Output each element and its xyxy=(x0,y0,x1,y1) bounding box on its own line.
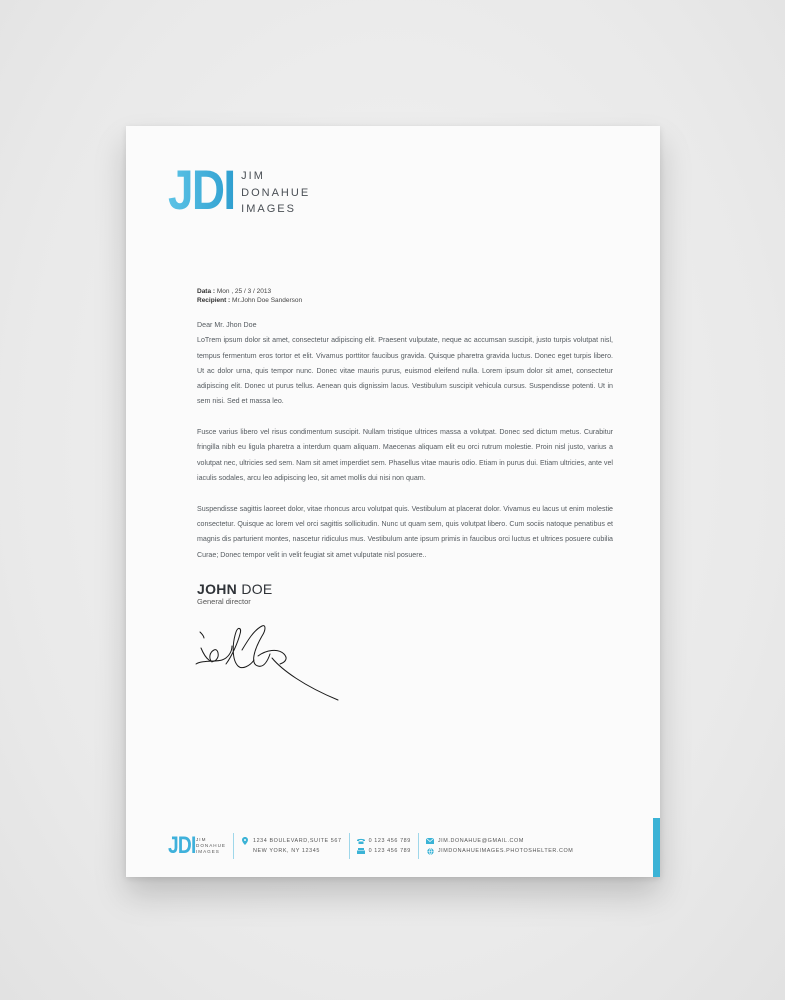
letter-body xyxy=(197,318,613,578)
recipient-line xyxy=(197,296,302,305)
footer-address xyxy=(241,836,342,856)
logo-word-jim: JIM xyxy=(241,170,265,182)
logo-word-donahue: DONAHUE xyxy=(241,186,311,199)
signer-name xyxy=(197,581,273,597)
paragraph-3: Suspendisse sagittis laoreet dolor, vitae rhoncus arcu volutpat quis. Vestibulum at placerat dolor. Vivamus eu lacus ut enim molestie consectetur. Quisque ac lorem vel orci sagittis sollicitudin. Nunc ut quam sem, quis volutpat libero. Cum sociis natoque penatibus et magnis dis parturient montes, nascetur ridiculus mus. Vestibulum ante ipsum primis in faucibus orci luctus et ultrices posuere cubilia Curae; Donec tempor velit in velit feugiat sit amet vulputate nisl posuere.. xyxy=(197,504,613,559)
signer-last-name: DOE xyxy=(241,581,273,597)
fax-number: 0 123 456 789 xyxy=(368,848,411,854)
recipient-label: Recipient : xyxy=(197,297,231,304)
date-label: Data : xyxy=(197,288,216,295)
footer-logo-word-donahue: DONAHUE xyxy=(196,842,226,848)
footer-divider xyxy=(349,833,350,859)
phone-number: 0 123 456 789 xyxy=(368,838,411,844)
logo-mark: JDI xyxy=(168,158,235,221)
website-url[interactable]: JIMDONAHUEIMAGES.PHOTOSHELTER.COM xyxy=(437,848,574,854)
email-address[interactable]: JIM.DONAHUE@GMAIL.COM xyxy=(437,838,524,844)
handwritten-signature xyxy=(192,620,342,702)
letterhead-page xyxy=(126,126,660,877)
footer-logo-word-images: IMAGES xyxy=(196,849,220,855)
footer-logo-word-jim: JIM xyxy=(196,836,207,842)
globe-icon xyxy=(426,848,435,855)
footer-divider xyxy=(418,833,419,859)
footer-web xyxy=(426,836,574,856)
paragraph-2: Fusce varius libero vel risus condimentum suscipit. Nullam tristique ultrices massa a volutpat. Donec sed dictum metus. Curabitur fringilla nibh eu ligula pharetra a interdum quam aliquam. Maecenas aliquam elit eu orci rutrum molestie. Proin nisl justo, varius a volutpat nec, ultricies sed sem. Nam sit amet imperdiet sem. Phasellus vitae mauris odio. Etiam in purus dui. Etiam ultricies, ante vel iaculis sodales, arcu leo adipiscing leo, sit amet mollis dui nisi non quam. xyxy=(197,428,613,483)
footer-divider xyxy=(233,833,234,859)
signer-first-name: JOHN xyxy=(197,581,238,597)
logo-wordmark xyxy=(241,168,310,218)
footer-phones xyxy=(357,836,411,856)
footer-logo-mark: JDI xyxy=(168,832,196,859)
letter-meta xyxy=(197,287,302,305)
accent-bar xyxy=(653,818,660,877)
fax-icon xyxy=(357,848,366,854)
letter-footer xyxy=(168,833,573,859)
date-value: Mon , 25 / 3 / 2013 xyxy=(216,288,272,295)
phone-icon xyxy=(357,838,366,844)
paragraph-1: LoTrem ipsum dolor sit amet, consectetur adipiscing elit. Praesent vulputate, neque ac accumsan suscipit, justo turpis volutpat nisl, tempus fermentum eros tortor et elit. Vivamus porttitor faucibus gravida. Quisque pharetra gravida luctus. Donec eget turpis libero. Ut ac dolor urna, quis tempor nunc. Donec vitae mauris purus, euismod eleifend nulla. Lorem ipsum dolor sit amet, consectetur adipiscing elit. Donec ut purus tellus. Aenean quis dignissim lacus. Vestibulum suscipit vehicula cursus. Suspendisse potenti. Ut in sem nisi. Sed et massa leo. xyxy=(197,336,613,406)
signer-title: General director xyxy=(197,597,251,606)
logo xyxy=(168,158,311,221)
date-line xyxy=(197,287,302,296)
recipient-value: Mr.John Doe Sanderson xyxy=(232,297,303,304)
greeting: Dear Mr. Jhon Doe xyxy=(197,321,257,329)
address-line-2: NEW YORK, NY 12345 xyxy=(252,848,320,854)
logo-word-images: IMAGES xyxy=(241,203,296,215)
location-pin-icon xyxy=(241,837,250,845)
address-line-1: 1234 BOULEVARD,SUITE 567 xyxy=(252,838,342,844)
footer-logo-wordmark xyxy=(196,837,226,856)
email-icon xyxy=(426,838,435,844)
